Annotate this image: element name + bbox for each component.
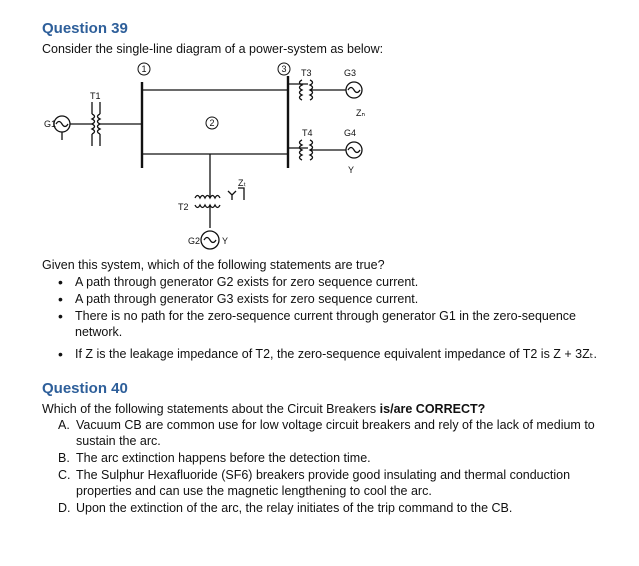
single-line-diagram bbox=[40, 58, 380, 258]
question-40-prompt bbox=[42, 401, 485, 417]
option-b bbox=[58, 450, 623, 466]
bus-3-number: 3 bbox=[281, 64, 287, 74]
label-g1: G1 bbox=[44, 119, 57, 129]
label-y-g2: Y bbox=[222, 236, 229, 246]
option-a-text: Vacuum CB are common use for low voltage circuit breakers and rely of the lack of medium to sustain the arc. bbox=[76, 418, 595, 448]
question-40-options bbox=[58, 417, 623, 517]
option-c bbox=[58, 467, 623, 499]
option-d-text: Upon the extinction of the arc, the relay initiates of the trip command to the CB. bbox=[76, 501, 513, 515]
statement-1: • A path through generator G2 exists for zero sequence current. bbox=[58, 274, 618, 290]
option-c-text: The Sulphur Hexafluoride (SF6) breakers provide good insulating and thermal conduction properties and can use the magnetic lengthening to cool the arc. bbox=[76, 468, 571, 498]
question-40-title: Question 40 bbox=[42, 380, 128, 397]
bus-1-number: 1 bbox=[141, 64, 147, 74]
label-g4: G4 bbox=[344, 128, 357, 138]
option-c-letter: C. bbox=[58, 468, 71, 482]
bus-2-number: 2 bbox=[209, 118, 215, 128]
option-d bbox=[58, 500, 623, 516]
option-b-letter: B. bbox=[58, 451, 70, 465]
label-t3: T3 bbox=[301, 68, 312, 78]
label-g2: G2 bbox=[188, 236, 201, 246]
label-y-g4: Y bbox=[348, 165, 355, 175]
label-g3: G3 bbox=[344, 68, 357, 78]
question-39-prompt: Given this system, which of the following statements are true? bbox=[42, 258, 385, 272]
statement-3: • There is no path for the zero-sequence current through generator G1 in the zero-sequence network. bbox=[58, 308, 618, 340]
question-40-prompt-bold: is/are CORRECT? bbox=[379, 402, 486, 416]
label-zn: Zₙ bbox=[356, 108, 366, 118]
statement-2: • A path through generator G3 exists for zero sequence current. bbox=[58, 291, 618, 307]
question-39-statements bbox=[58, 274, 618, 363]
option-b-text: The arc extinction happens before the detection time. bbox=[76, 451, 371, 465]
option-a-letter: A. bbox=[58, 418, 70, 432]
label-t1: T1 bbox=[90, 91, 101, 101]
statement-4: • If Z is the leakage impedance of T2, the zero-sequence equivalent impedance of T2 is Z + 3Zₜ. bbox=[58, 346, 618, 362]
question-40-prompt-text: Which of the following statements about the Circuit Breakers bbox=[42, 402, 380, 416]
label-t4: T4 bbox=[302, 128, 313, 138]
question-39-title: Question 39 bbox=[42, 20, 128, 37]
label-t2: T2 bbox=[178, 202, 189, 212]
label-zt: Zₜ bbox=[238, 178, 247, 188]
question-39-intro: Consider the single-line diagram of a power-system as below: bbox=[42, 42, 384, 56]
option-a bbox=[58, 417, 623, 449]
option-d-letter: D. bbox=[58, 501, 71, 515]
